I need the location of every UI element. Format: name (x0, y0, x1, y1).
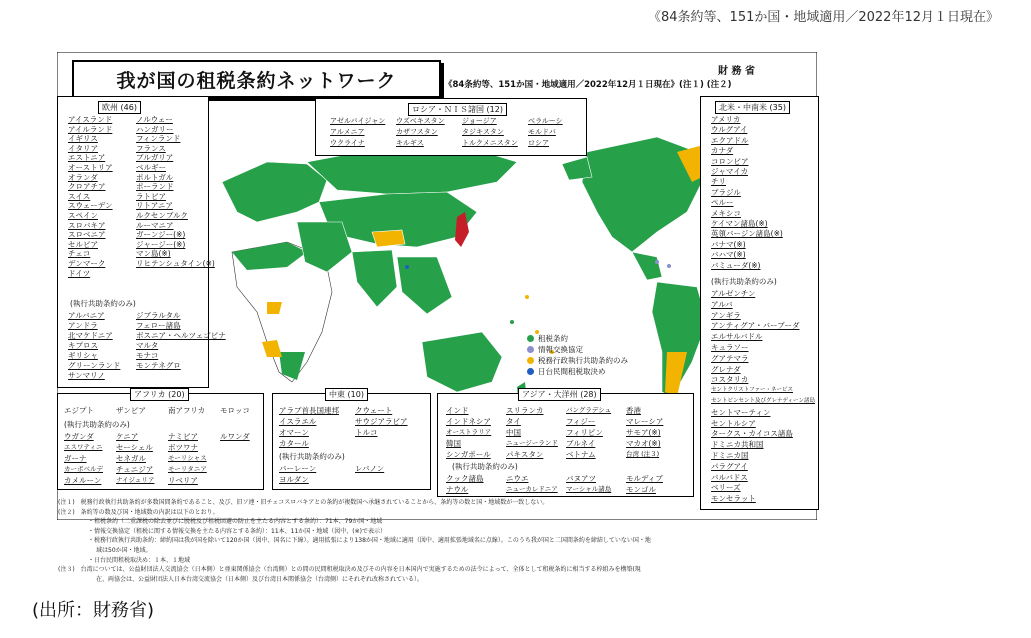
country: インドネシア (446, 417, 491, 426)
country: ジブラルタル (136, 311, 181, 320)
country: セントクリストファー・ネービス (711, 387, 794, 394)
country: イスラエル (279, 417, 317, 426)
legend-swatch (527, 335, 534, 342)
region-middle-east (272, 390, 431, 490)
country: アイスランド (68, 115, 113, 124)
country: チェコ (68, 249, 91, 259)
region-europe (57, 96, 226, 388)
country: トルクメニスタン (462, 139, 518, 147)
country: ルワンダ (220, 432, 250, 441)
country: スロベニア (68, 230, 106, 240)
country: ナミビア (168, 432, 198, 441)
country: ベトナム (566, 450, 596, 459)
country: セーシェル (116, 443, 153, 452)
country: モロッコ (220, 406, 250, 415)
country: グリーンランド (68, 361, 121, 370)
region-russia-nis (315, 98, 587, 156)
country: マルタ (136, 341, 159, 350)
country: オーストリア (68, 163, 113, 172)
country: チュニジア (116, 465, 154, 474)
country: バヌアツ (566, 474, 596, 483)
sub-header: (執行共助条約のみ) (279, 452, 345, 461)
footnote-line: (注２) 条約等の数及び国・地域数の内訳は以下のとおり。 (58, 508, 219, 516)
country: アルゼンチン (711, 289, 756, 298)
country: ニウエ (506, 474, 529, 483)
region-asia-pacific (437, 390, 694, 497)
country: フィンランド (136, 134, 181, 144)
country: タークス・カイコス諸島 (711, 429, 793, 439)
country: モンゴル (626, 485, 656, 494)
taiwan (405, 265, 409, 269)
caribbean-island (667, 264, 671, 268)
country: スイス (68, 191, 91, 201)
country: ジャマイカ (711, 167, 748, 176)
legend-label: 情報交換協定 (538, 345, 583, 354)
country: 台湾 (注３) (626, 450, 660, 458)
country: モンテネグロ (136, 361, 181, 370)
country: ウクライナ (330, 139, 365, 147)
country: エスワティニ (64, 443, 103, 451)
country: ドミニカ共和国 (711, 440, 764, 450)
country: リトアニア (136, 201, 173, 211)
country: スロバキア (68, 220, 106, 230)
country: ドミニカ国 (711, 451, 749, 460)
top-caption: 《84条約等、151か国・地域適用／2022年12月１日現在》 (648, 10, 999, 25)
country: ウルグアイ (711, 125, 748, 135)
country: コスタリカ (711, 375, 749, 385)
country: ラトビア (136, 191, 166, 201)
region-header: 北米・中南米 (35) (715, 101, 790, 114)
country: キュラソー (711, 343, 749, 352)
country: 香港 (626, 406, 641, 415)
country: エルサルバドル (711, 332, 763, 342)
footnote-line: ・日台民間租税取決め：１本、１地域 (88, 556, 191, 564)
footnote-line: ・税務行政執行共助条約：締約国は我が国を除いて120か国（図中、国名に下線）。適用拡張により138か国・地域に適用（図中、適用拡張地域名に点線）。このうち我が国と二国間条約を締結していない国・地 (88, 537, 651, 545)
pacific-island (525, 295, 529, 299)
footnote-line: (注１) 税務行政執行共助条約が多数国間条約であること、及び、旧ソ連・旧チェコスロバキアとの条約が複数国へ承継されていることから、条約等の数と国・地域数が一致しない。 (58, 499, 549, 506)
country: ブルネイ (566, 439, 596, 448)
country: パラグアイ (711, 461, 748, 471)
country: セントマーティン (711, 407, 771, 417)
country: バーレーン (279, 464, 317, 473)
country: アイルランド (68, 124, 113, 134)
country: カーボベルデ (64, 465, 103, 473)
source-credit: (出所：財務省) (32, 600, 155, 621)
country: スウェーデン (68, 201, 113, 211)
country: ギリシャ (68, 351, 98, 360)
country: エクアドル (711, 135, 749, 145)
country: モナコ (136, 351, 159, 360)
country: ニューカレドニア (506, 485, 558, 493)
country: アルバニア (68, 311, 105, 320)
legend-entry (527, 355, 628, 366)
country: シンガポール (446, 450, 491, 459)
country: ロシア (528, 139, 549, 147)
country: メキシコ (711, 208, 741, 218)
footnote-line: (注３) 台湾については、公益財団法人交流協会（日本側）と亜東関係協会（台湾側）との間の民間租税取決め及びその内容を日本国内で実施するための法令によって、全体として租税条約に相当する枠組みを構築(現 (58, 566, 641, 574)
country: アルバ (711, 299, 733, 309)
country: マレーシア (626, 417, 664, 426)
country: バナマ(※) (711, 239, 746, 249)
country: イタリア (68, 143, 98, 153)
legend-swatch (527, 368, 534, 375)
country: ハンガリー (136, 124, 174, 134)
country: 中国 (506, 428, 521, 437)
country: サウジアラビア (355, 417, 408, 426)
country: マン島(※) (136, 249, 171, 259)
country: アルメニア (330, 128, 365, 136)
sub-header: (執行共助条約のみ) (70, 299, 136, 308)
country: アンティグア・バーブーダ (711, 321, 800, 331)
legend-entry (527, 344, 583, 355)
country: ボスニア・ヘルツェゴビナ (136, 331, 226, 340)
country: レバノン (355, 464, 385, 473)
country: ブルガリア (136, 153, 174, 163)
country: カメルーン (64, 476, 102, 485)
country: フィジー (566, 417, 596, 426)
legend-swatch (527, 357, 534, 364)
country: モンセラット (711, 494, 756, 504)
source-organization: 財 務 省 (718, 66, 755, 77)
country: モーリシャス (168, 454, 207, 462)
country: オーストラリア (446, 428, 492, 436)
legend-label: 租税条約 (538, 334, 568, 343)
country: パキスタン (506, 450, 544, 459)
country: ガーンジー(※) (136, 230, 186, 240)
sub-header: (執行共助条約のみ) (452, 462, 518, 471)
country: エジプト (64, 406, 94, 415)
country: バハマ(※) (711, 250, 746, 260)
country: オランダ (68, 172, 98, 182)
country: アンギラ (711, 310, 741, 320)
country: リヒテンシュタイン(※) (136, 259, 215, 268)
country: セントルシア (711, 418, 756, 428)
country: セネガル (116, 454, 146, 463)
footnote-line: ・租税条約（二重課税の除去並びに脱税及び租税回避の防止を主たる内容とする条約）：71本、79か国・地域 (88, 518, 383, 526)
footnote-line: ・情報交換協定（租税に関する情報交換を主たる内容とする条約）：11本、11か国・地域（図中、(※)で表示） (88, 527, 386, 535)
country: ウガンダ (64, 432, 94, 441)
country: モルディブ (626, 474, 663, 483)
country: ベリーズ (711, 483, 741, 493)
country: イギリス (68, 134, 98, 144)
country: タジキスタン (462, 128, 504, 136)
country: ケイマン諸島(※) (711, 219, 768, 228)
country: デンマーク (68, 259, 106, 268)
country: クック諸島 (446, 474, 484, 483)
country: キルギス (396, 139, 424, 147)
country: ベルギー (136, 163, 166, 172)
country: ジャージー(※) (136, 239, 186, 249)
legend-entry (527, 366, 606, 377)
country: 北マケドニア (68, 331, 113, 340)
country: チリ (711, 177, 726, 187)
country: マーシャル諸島 (566, 485, 612, 493)
country: 韓国 (446, 439, 461, 448)
region-africa (57, 390, 264, 490)
region-header: 欧州 (46) (98, 101, 141, 114)
country: ノルウェー (136, 115, 173, 124)
country: グレナダ (711, 364, 741, 374)
country: グアテマラ (711, 353, 749, 363)
country: スリランカ (506, 406, 544, 415)
region-header: アジア・大洋州 (28) (518, 388, 601, 401)
pacific-island (510, 320, 514, 324)
country: タイ (506, 417, 521, 426)
country: ボツワナ (168, 443, 198, 452)
country: ブラジル (711, 187, 741, 197)
legend-label: 日台民間租税取決め (538, 367, 606, 376)
country: 南アフリカ (168, 406, 206, 415)
country: ポーランド (136, 182, 174, 192)
country: カザフスタン (396, 128, 438, 136)
country: ルクセンブルク (136, 211, 188, 220)
country: バルバドス (711, 472, 748, 482)
country: スペイン (68, 211, 98, 220)
legend-swatch (527, 346, 534, 353)
country: アメリカ (711, 115, 741, 124)
country: コロンビア (711, 156, 749, 166)
country: ベラルーシ (528, 117, 563, 125)
country: ペルー (711, 198, 734, 208)
country: ドイツ (68, 268, 91, 278)
footnote-line: 在、両協会は、公益財団法人日本台湾交流協会（日本側）及び台湾日本関係協会（台湾側）にそれぞれ改称されている）。 (90, 575, 424, 583)
country: 英領バージン諸島(※) (711, 229, 783, 239)
country: サンマリノ (68, 371, 105, 380)
country: ルーマニア (136, 220, 174, 230)
country: サモア(※) (626, 428, 661, 437)
country: ザンビア (116, 406, 146, 415)
country: アゼルバイジャン (330, 117, 386, 125)
country: ナウル (446, 485, 469, 494)
country: ニュージーランド (506, 439, 558, 447)
country: ポルトガル (136, 172, 174, 182)
country: エストニア (68, 153, 106, 163)
country: ヨルダン (279, 475, 309, 484)
country: マカオ(※) (626, 439, 661, 448)
legend (527, 333, 677, 379)
legend-entry (527, 333, 568, 344)
country: トルコ (355, 428, 378, 437)
country: キプロス (68, 341, 98, 350)
country: アラブ首長国連邦 (279, 406, 339, 415)
country: モルドバ (528, 128, 556, 136)
country: モーリタニア (168, 465, 207, 473)
country: オマーン (279, 428, 309, 437)
country: セントビンセント及びグレナディーン諸島 (711, 398, 815, 404)
country: クロアチア (68, 182, 106, 192)
mongolia (372, 230, 405, 247)
country: ガーナ (64, 454, 87, 463)
sub-header: (執行共助条約のみ) (711, 277, 777, 286)
country: クウェート (355, 406, 393, 415)
region-header: 中東 (10) (325, 388, 368, 401)
page-title: 我が国の租税条約ネットワーク (72, 60, 441, 98)
country: リベリア (168, 476, 198, 485)
country: フィリピン (566, 428, 603, 437)
country: バングラデシュ (566, 406, 612, 414)
region-header: ロシア・ＮＩＳ諸国 (12) (408, 103, 507, 116)
sub-header: (執行共助条約のみ) (64, 420, 130, 429)
region-americas (700, 96, 819, 510)
caribbean-island (655, 260, 659, 264)
country: ナイジェリア (116, 476, 155, 484)
footnotes (58, 499, 818, 594)
footnote-line: 域は50か国・地域。 (90, 547, 152, 554)
country: カタール (279, 439, 309, 448)
country: カナダ (711, 146, 734, 156)
country: インド (446, 406, 469, 415)
country: フェロー諸島 (136, 321, 181, 330)
region-header: アフリカ (20) (130, 388, 189, 401)
country: ケニア (116, 432, 139, 441)
legend-label: 税務行政執行共助条約のみ (538, 356, 628, 365)
country: ジョージア (462, 117, 497, 125)
page-subtitle: 《84条約等、151か国・地域適用／2022年12月１日現在》(注１) (注２) (444, 80, 732, 90)
country: バミューダ(※) (711, 260, 761, 270)
country: フランス (136, 143, 166, 153)
country: セルビア (68, 239, 98, 249)
country: アンドラ (68, 321, 98, 330)
country: ウズベキスタン (396, 117, 445, 125)
